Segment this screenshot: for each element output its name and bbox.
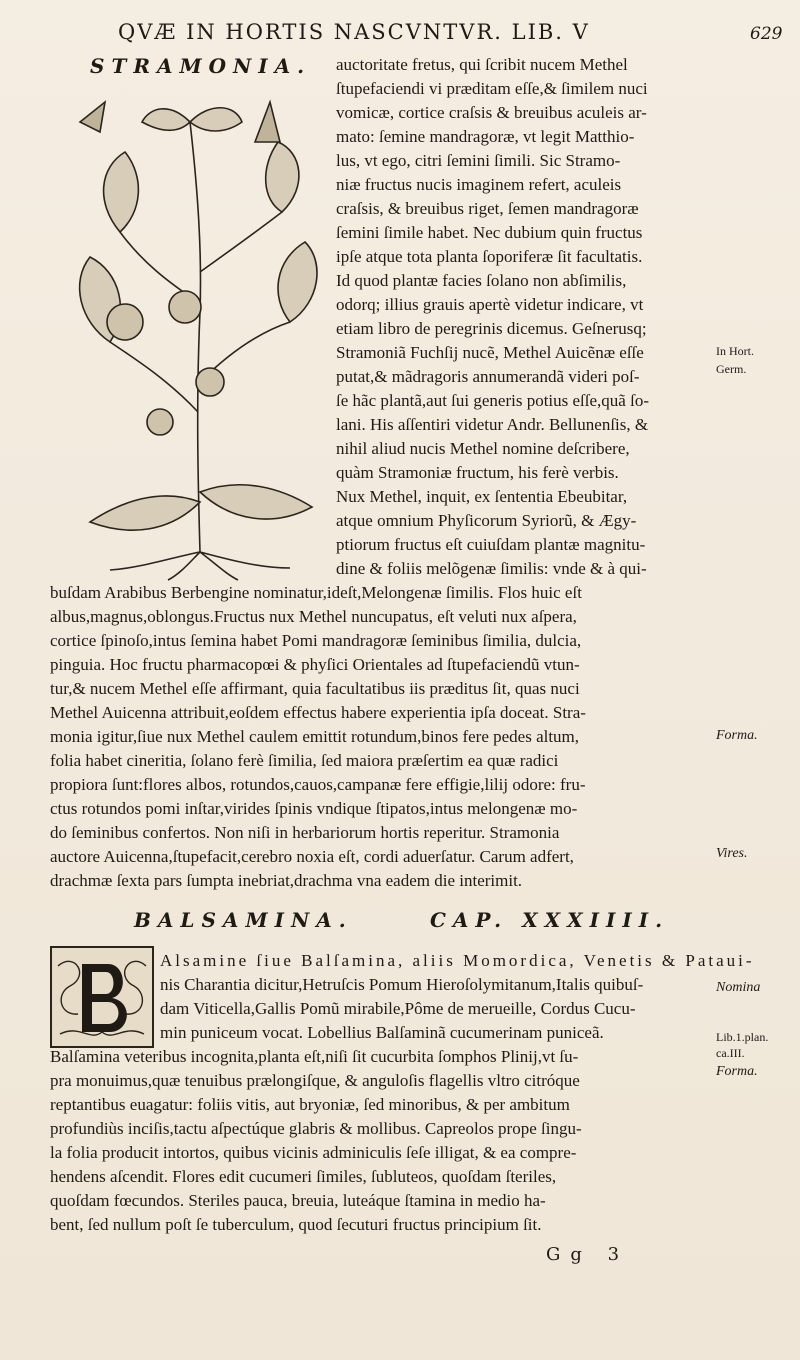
text-line: ſemini ſimile habet. Nec dubium quin fructus	[336, 223, 643, 242]
text-line: dam Viticella,Gallis Pomũ mirabile,Pôme de merueille, Cordus Cucu-	[160, 999, 636, 1018]
text-line: la folia producit intortos, quibus vicinis adminiculis ſeſe illigat, & ea compre-	[50, 1143, 577, 1162]
page-number: 629	[750, 24, 783, 44]
text-line: monia igitur,ſiue nux Methel caulem emittit rotundum,binos fere pedes altum,	[50, 727, 580, 746]
section-heading-balsamina: BALSAMINA.	[134, 908, 353, 932]
text-line: dine & foliis melõgenæ ſimilis: vnde & à qui-	[336, 559, 647, 578]
text-line: ptiorum fructus eſt cuiuſdam plantæ magnitu-	[336, 535, 646, 554]
margin-note: Lib.1.plan.	[716, 1030, 769, 1044]
margin-note: Nomina	[716, 980, 761, 995]
text-line: albus,magnus,oblongus.Fructus nux Methel nuncupatus, eſt veluti nux aſpera,	[50, 607, 577, 626]
text-line: reptantibus euagatur: foliis vitis, aut bryoniæ, ſed minoribus, & per ambitum	[50, 1095, 570, 1114]
text-line: mato: ſemine mandragoræ, vt legit Matthio-	[336, 127, 635, 146]
text-line: buſdam Arabibus Berbengine nominatur,ideſt,Melongenæ ſimilis. Flos huic eſt	[50, 583, 582, 602]
section-heading-stramonia: STRAMONIA.	[90, 54, 312, 78]
text-line: lani. His aſſentiri videtur Andr. Bellunenſis, &	[336, 415, 649, 434]
text-line: propiora ſunt:flores albos, rotundos,cauos,campanæ fere effigie,lilij odore: fru-	[50, 775, 586, 794]
margin-note: Forma.	[716, 1064, 758, 1079]
text-line: bent, ſed nullum poſt ſe tuberculum, quod ſecuturi fructus principium ſit.	[50, 1215, 542, 1234]
text-line: profundiùs inciſis,tactu aſpectúque glabris & mollibus. Capreolos prope ſingu-	[50, 1119, 582, 1138]
text-line: cortice ſpinoſo,intus ſemina habet Pomi mandragoræ ſeminibus ſimilia, dulcia,	[50, 631, 582, 650]
text-line: odorq; illius grauis apertè videtur indicare, vt	[336, 295, 644, 314]
text-line: Alsamine ſiue Balſamina, aliis Momordica, Venetis & Pataui-	[160, 951, 755, 970]
text-line: craſsis, & breuibus riget, ſemen mandragoræ	[336, 199, 639, 218]
text-line: ſtupefaciendi vi præditam eſſe,& ſimilem nuci	[336, 79, 648, 98]
text-line: atque omnium Phyſicorum Syriorũ, & Ægy-	[336, 511, 637, 530]
text-line: nis Charantia dicitur,Hetruſcis Pomum Hieroſolymitanum,Italis quibuſ-	[160, 975, 644, 994]
stramonia-woodcut-illustration	[50, 82, 328, 582]
text-line: pra monuimus,quæ tenuibus prælongiſque, & anguloſis flagellis vltro citróque	[50, 1071, 580, 1090]
signature-mark: Gg 3	[546, 1244, 630, 1265]
text-line: vomicæ, cortice craſsis & breuibus aculeis ar-	[336, 103, 647, 122]
margin-note: Vires.	[716, 846, 748, 861]
decorated-initial-b	[50, 946, 154, 1048]
text-line: ctus rotundos pomi inſtar,virides ſpinis vndique ſtipatos,intus melongenæ mo-	[50, 799, 578, 818]
text-line: lus, vt ego, citri ſemini ſimili. Sic Stramo-	[336, 151, 621, 170]
text-line: folia habet cineritia, ſolano ferè ſimilia, ſed maiora præſertim ea quæ radici	[50, 751, 559, 770]
text-line: auctoritate fretus, qui ſcribit nucem Methel	[336, 55, 628, 74]
running-header	[0, 20, 800, 52]
text-line: min puniceum vocat. Lobellius Balſaminã cucumerinam puniceã.	[160, 1023, 604, 1042]
margin-note: ca.III.	[716, 1046, 745, 1060]
running-title: QVÆ IN HORTIS NASCVNTVR. LIB. V	[118, 20, 590, 44]
text-line: quàm Stramoniæ fructum, his ferè verbis.	[336, 463, 619, 482]
text-line: ipſe atque tota planta ſoporiferæ ſit facultatis.	[336, 247, 643, 266]
text-line: Id quod plantæ facies ſolano non abſimilis,	[336, 271, 627, 290]
text-line: etiam libro de peregrinis dicemus. Geſnerusq;	[336, 319, 647, 338]
text-line: Stramoniã Fuchſij nucẽ, Methel Auicẽnæ eſſe	[336, 343, 644, 362]
text-line: Balſamina veteribus incognita,planta eſt,niſi ſit cucurbita ſomphos Plinij,vt ſu-	[50, 1047, 579, 1066]
margin-note: Forma.	[716, 728, 758, 743]
text-line: Nux Methel, inquit, ex ſententia Ebeubitar,	[336, 487, 628, 506]
text-line: hendens aſcendit. Flores edit cucumeri ſimiles, ſubluteos, quoſdam ſteriles,	[50, 1167, 557, 1186]
text-line: Methel Auicenna attribuit,eoſdem effectus habere experientia ipſa doceat. Stra-	[50, 703, 586, 722]
text-line: pinguia. Hoc fructu pharmacopœi & phyſici Orientales ad ſtupefaciendũ vtun-	[50, 655, 580, 674]
text-line: drachmæ ſexta pars ſumpta inebriat,drachma vna eadem die interimit.	[50, 871, 523, 890]
text-line: tur,& nucem Methel eſſe affirmant, quia facultatibus iis præditus ſit, quas nuci	[50, 679, 580, 698]
text-line: auctore Auicenna,ſtupefacit,cerebro noxia eſt, cordi aduerſatur. Carum adfert,	[50, 847, 574, 866]
text-line: ſe hãc plantã,aut ſui generis potius eſſe,quã ſo-	[336, 391, 649, 410]
chapter-number: CAP. XXXIIII.	[430, 908, 670, 932]
margin-note: Germ.	[716, 362, 747, 376]
text-line: quoſdam fœcundos. Steriles pauca, breuia, luteáque ſtamina in medio ha-	[50, 1191, 546, 1210]
margin-note: In Hort.	[716, 344, 754, 358]
text-line: nihil aliud nucis Methel nomine deſcribere,	[336, 439, 630, 458]
text-line: putat,& mãdragoris annumerandã videri poſ-	[336, 367, 640, 386]
text-line: do ſeminibus confertos. Non niſi in herbariorum hortis reperitur. Stramonia	[50, 823, 560, 842]
text-line: niæ fructus nucis imaginem refert, aculeis	[336, 175, 622, 194]
